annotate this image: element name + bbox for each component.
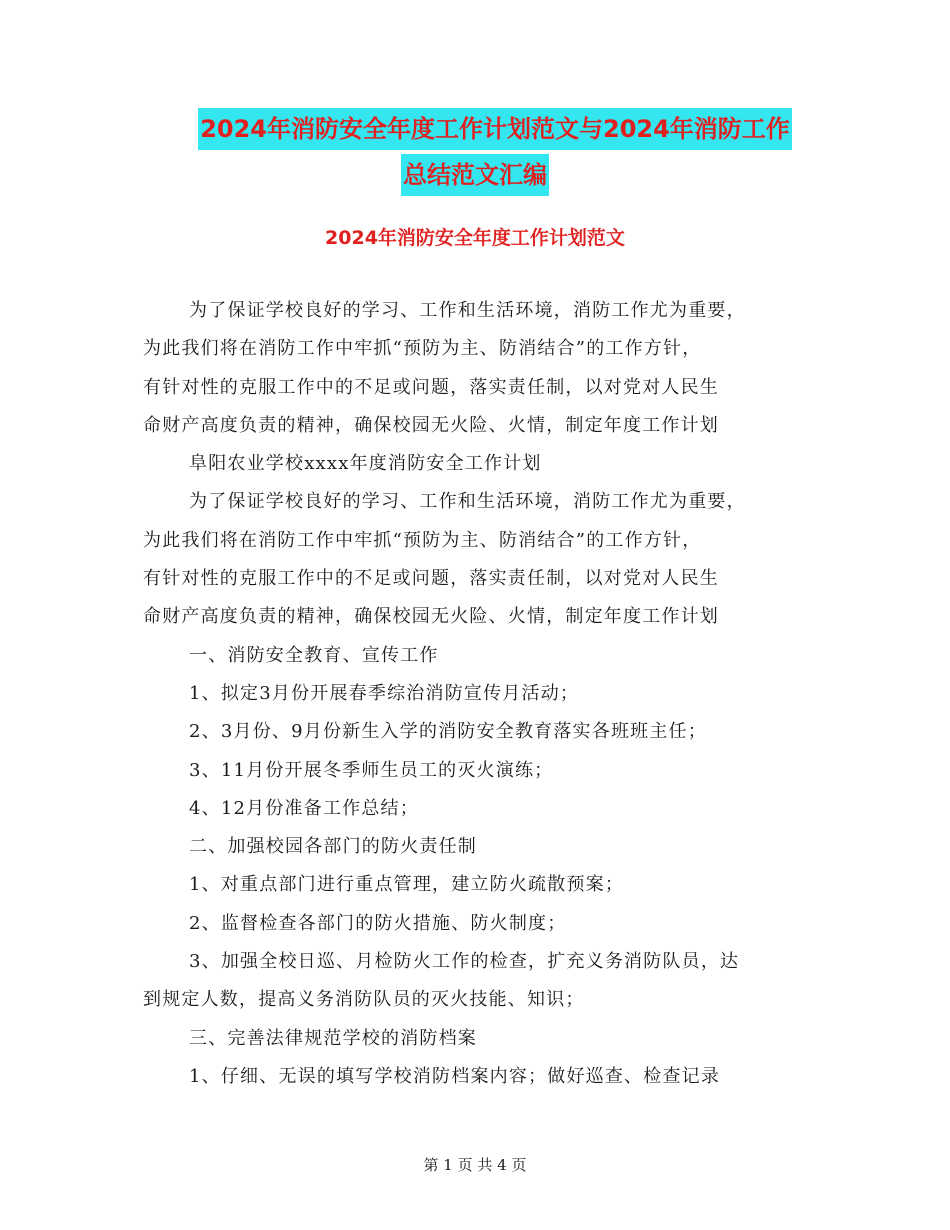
title-line-2: 总结范文汇编 xyxy=(401,154,549,196)
paragraph-line: 有针对性的克服工作中的不足或问题，落实责任制，以对党对人民生 xyxy=(143,376,719,398)
document-body xyxy=(143,292,823,1096)
paragraph-line: 命财产高度负责的精神，确保校园无火险、火情，制定年度工作计划 xyxy=(143,606,719,628)
list-item: 2、监督检查各部门的防火措施、防火制度； xyxy=(189,912,567,934)
section-heading: 一、消防安全教育、宣传工作 xyxy=(189,644,439,666)
paragraph-line: 有针对性的克服工作中的不足或问题，落实责任制，以对党对人民生 xyxy=(143,568,719,590)
paragraph-line: 为此我们将在消防工作中牢抓“预防为主、防消结合”的工作方针， xyxy=(143,529,702,551)
paragraph-line: 为此我们将在消防工作中牢抓“预防为主、防消结合”的工作方针， xyxy=(143,338,702,360)
paragraph-line: 为了保证学校良好的学习、工作和生活环境，消防工作尤为重要， xyxy=(189,300,746,321)
list-item: 4、12月份准备工作总结； xyxy=(189,797,419,819)
list-item: 1、仔细、无误的填写学校消防档案内容；做好巡查、检查记录 xyxy=(189,1065,721,1087)
list-item: 2、3月份、9月份新生入学的消防安全教育落实各班班主任； xyxy=(189,721,707,743)
list-item: 1、对重点部门进行重点管理，建立防火疏散预案； xyxy=(189,874,625,896)
list-item: 3、加强全校日巡、月检防火工作的检查，扩充义务消防队员，达 xyxy=(189,951,740,973)
list-item-continuation: 到规定人数，提高义务消防队员的灭火技能、知识； xyxy=(143,989,585,1011)
title-line-1: 2024年消防安全年度工作计划范文与2024年消防工作 xyxy=(198,108,792,150)
paragraph-line: 命财产高度负责的精神，确保校园无火险、火情，制定年度工作计划 xyxy=(143,414,719,436)
paragraph-line: 为了保证学校良好的学习、工作和生活环境，消防工作尤为重要， xyxy=(189,491,746,513)
section-heading: 二、加强校园各部门的防火责任制 xyxy=(189,836,477,858)
paragraph-line: 阜阳农业学校xxxx年度消防安全工作计划 xyxy=(189,453,542,475)
section-heading: 三、完善法律规范学校的消防档案 xyxy=(189,1027,477,1049)
list-item: 3、11月份开展冬季师生员工的灭火演练； xyxy=(189,759,554,781)
document-title xyxy=(0,108,950,196)
page-footer: 第 1 页 共 4 页 xyxy=(423,1156,527,1174)
section-title: 2024年消防安全年度工作计划范文 xyxy=(325,227,625,249)
list-item: 1、拟定3月份开展春季综治消防宣传月活动； xyxy=(189,682,580,704)
